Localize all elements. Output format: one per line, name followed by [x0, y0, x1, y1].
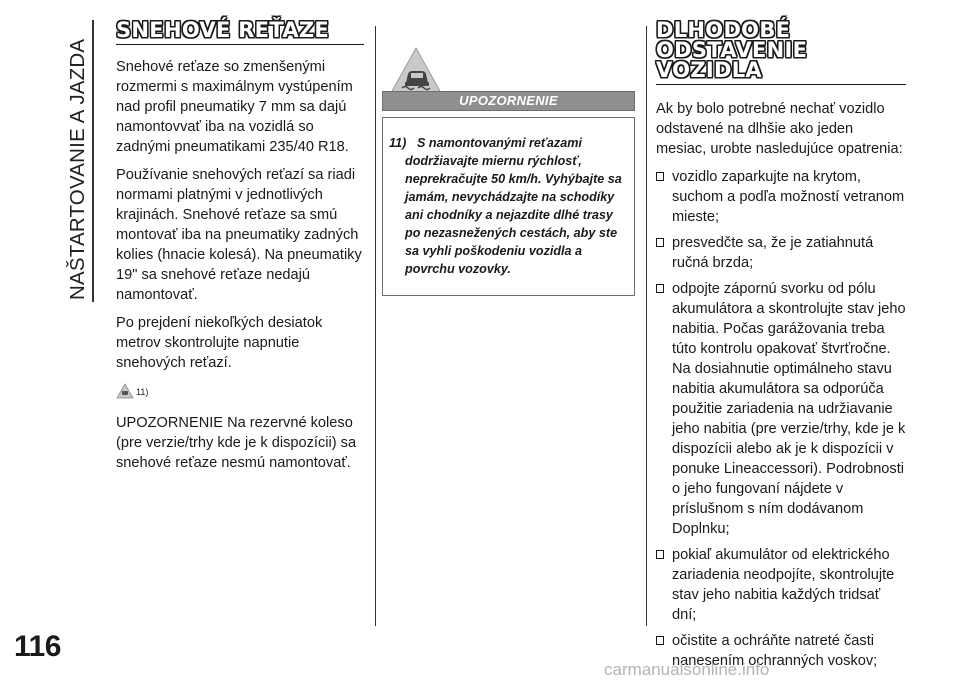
- chapter-tab-rule: [92, 20, 94, 302]
- checklist: [656, 167, 906, 671]
- reference-number: 11): [136, 387, 149, 397]
- column-divider: [646, 26, 647, 626]
- list-item: [656, 545, 906, 625]
- title-line: ODSTAVENIE: [656, 38, 808, 62]
- spare-wheel-warning: UPOZORNENIE Na rezervné koleso (pre verzie/trhy kde je k dispozícii) sa snehové reťaze nesmú namontovať.: [116, 415, 357, 471]
- watermark: carmanualsonline.info: [604, 660, 770, 679]
- long-storage-section: [656, 20, 906, 677]
- title-line: VOZIDLA: [656, 58, 762, 82]
- checkbox-bullet-icon: [656, 550, 664, 559]
- warning-triangle-icon: [116, 383, 134, 399]
- title-line: DLHODOBÉ: [656, 18, 791, 42]
- warning-box: [382, 117, 635, 296]
- intro-paragraph: Ak by bolo potrebné nechať vozidlo odstavené na dlhšie ako jeden mesiac, urobte nasledujúce opatrenia:: [656, 101, 903, 157]
- checkbox-bullet-icon: [656, 172, 664, 181]
- warning-reference[interactable]: [116, 381, 364, 403]
- snow-chains-section: [116, 20, 364, 481]
- page-number: 116: [14, 630, 61, 663]
- checkbox-bullet-icon: [656, 238, 664, 247]
- paragraph: Po prejdení niekoľkých desiatok metrov skontrolujte napnutie snehových reťazí.: [116, 315, 323, 371]
- paragraph: Používanie snehových reťazí sa riadi normami platnými v jednotlivých krajinách. Snehové reťaze sa smú montovať iba na pneumatiky zadných kolies (hnacie kolesá). Na pneumatiky 19" sa snehové reťaze nedajú namontovať.: [116, 167, 362, 303]
- column-divider: [375, 26, 376, 626]
- list-item-text: presvedčte sa, že je zatiahnutá ručná brzda;: [672, 235, 874, 271]
- warning-text: S namontovanými reťazami dodržiavajte miernu rýchlosť, neprekračujte 50 km/h. Vyhýbajte sa jamám, nevychádzajte na schodíky ani chodníky a nejazdite dlhé trasy po nezasnežených cestách, aby ste sa vyhli poškodeniu vozidla a povrchu vozovky.: [405, 136, 622, 276]
- warning-header: UPOZORNENIE: [382, 91, 635, 111]
- paragraph: Snehové reťaze so zmenšenými rozmermi s maximálnym vystúpením nad profil pneumatiky 7 mm sa dajú namontovvať iba na vozidlá so zadnými pneumatikami 235/40 R18.: [116, 59, 353, 155]
- list-item-text: očistite a ochráňte natreté časti nanesením ochranných voskov;: [672, 633, 878, 669]
- skidding-car-warning-icon: [388, 44, 444, 96]
- section-title: SNEHOVÉ REŤAZE: [116, 20, 364, 45]
- section-title: [656, 20, 906, 85]
- checkbox-bullet-icon: [656, 284, 664, 293]
- list-item: [656, 167, 906, 227]
- list-item-text: odpojte zápornú svorku od pólu akumulátora a skontrolujte stav jeho nabitia. Počas garážovania treba túto kontrolu opakovať štvrťročne. Na dosiahnutie optimálneho stavu nabitia akumulátora sa odporúča použitie zariadenia na udržiavanie jeho nabitia (pre verzie/trhy, kde je k dispozícii alebo ak je k dispozícii v ponuke Lineaccessori). Podrobnosti o jeho fungovaní nájdete v príslušnom s ním dodávanom Doplnku;: [672, 281, 906, 537]
- chapter-tab-label: NAŠTARTOVANIE A JAZDA: [66, 38, 89, 300]
- list-item: [656, 279, 906, 539]
- list-item-text: vozidlo zaparkujte na krytom, suchom a podľa možností vetranom mieste;: [672, 169, 905, 225]
- list-item: [656, 233, 906, 273]
- chapter-tab: [66, 28, 90, 300]
- warning-number: 11): [389, 136, 407, 150]
- checkbox-bullet-icon: [656, 636, 664, 645]
- list-item-text: pokiaľ akumulátor od elektrického zariadenia neodpojíte, skontrolujte stav jeho nabitia každých tridsať dní;: [672, 547, 895, 623]
